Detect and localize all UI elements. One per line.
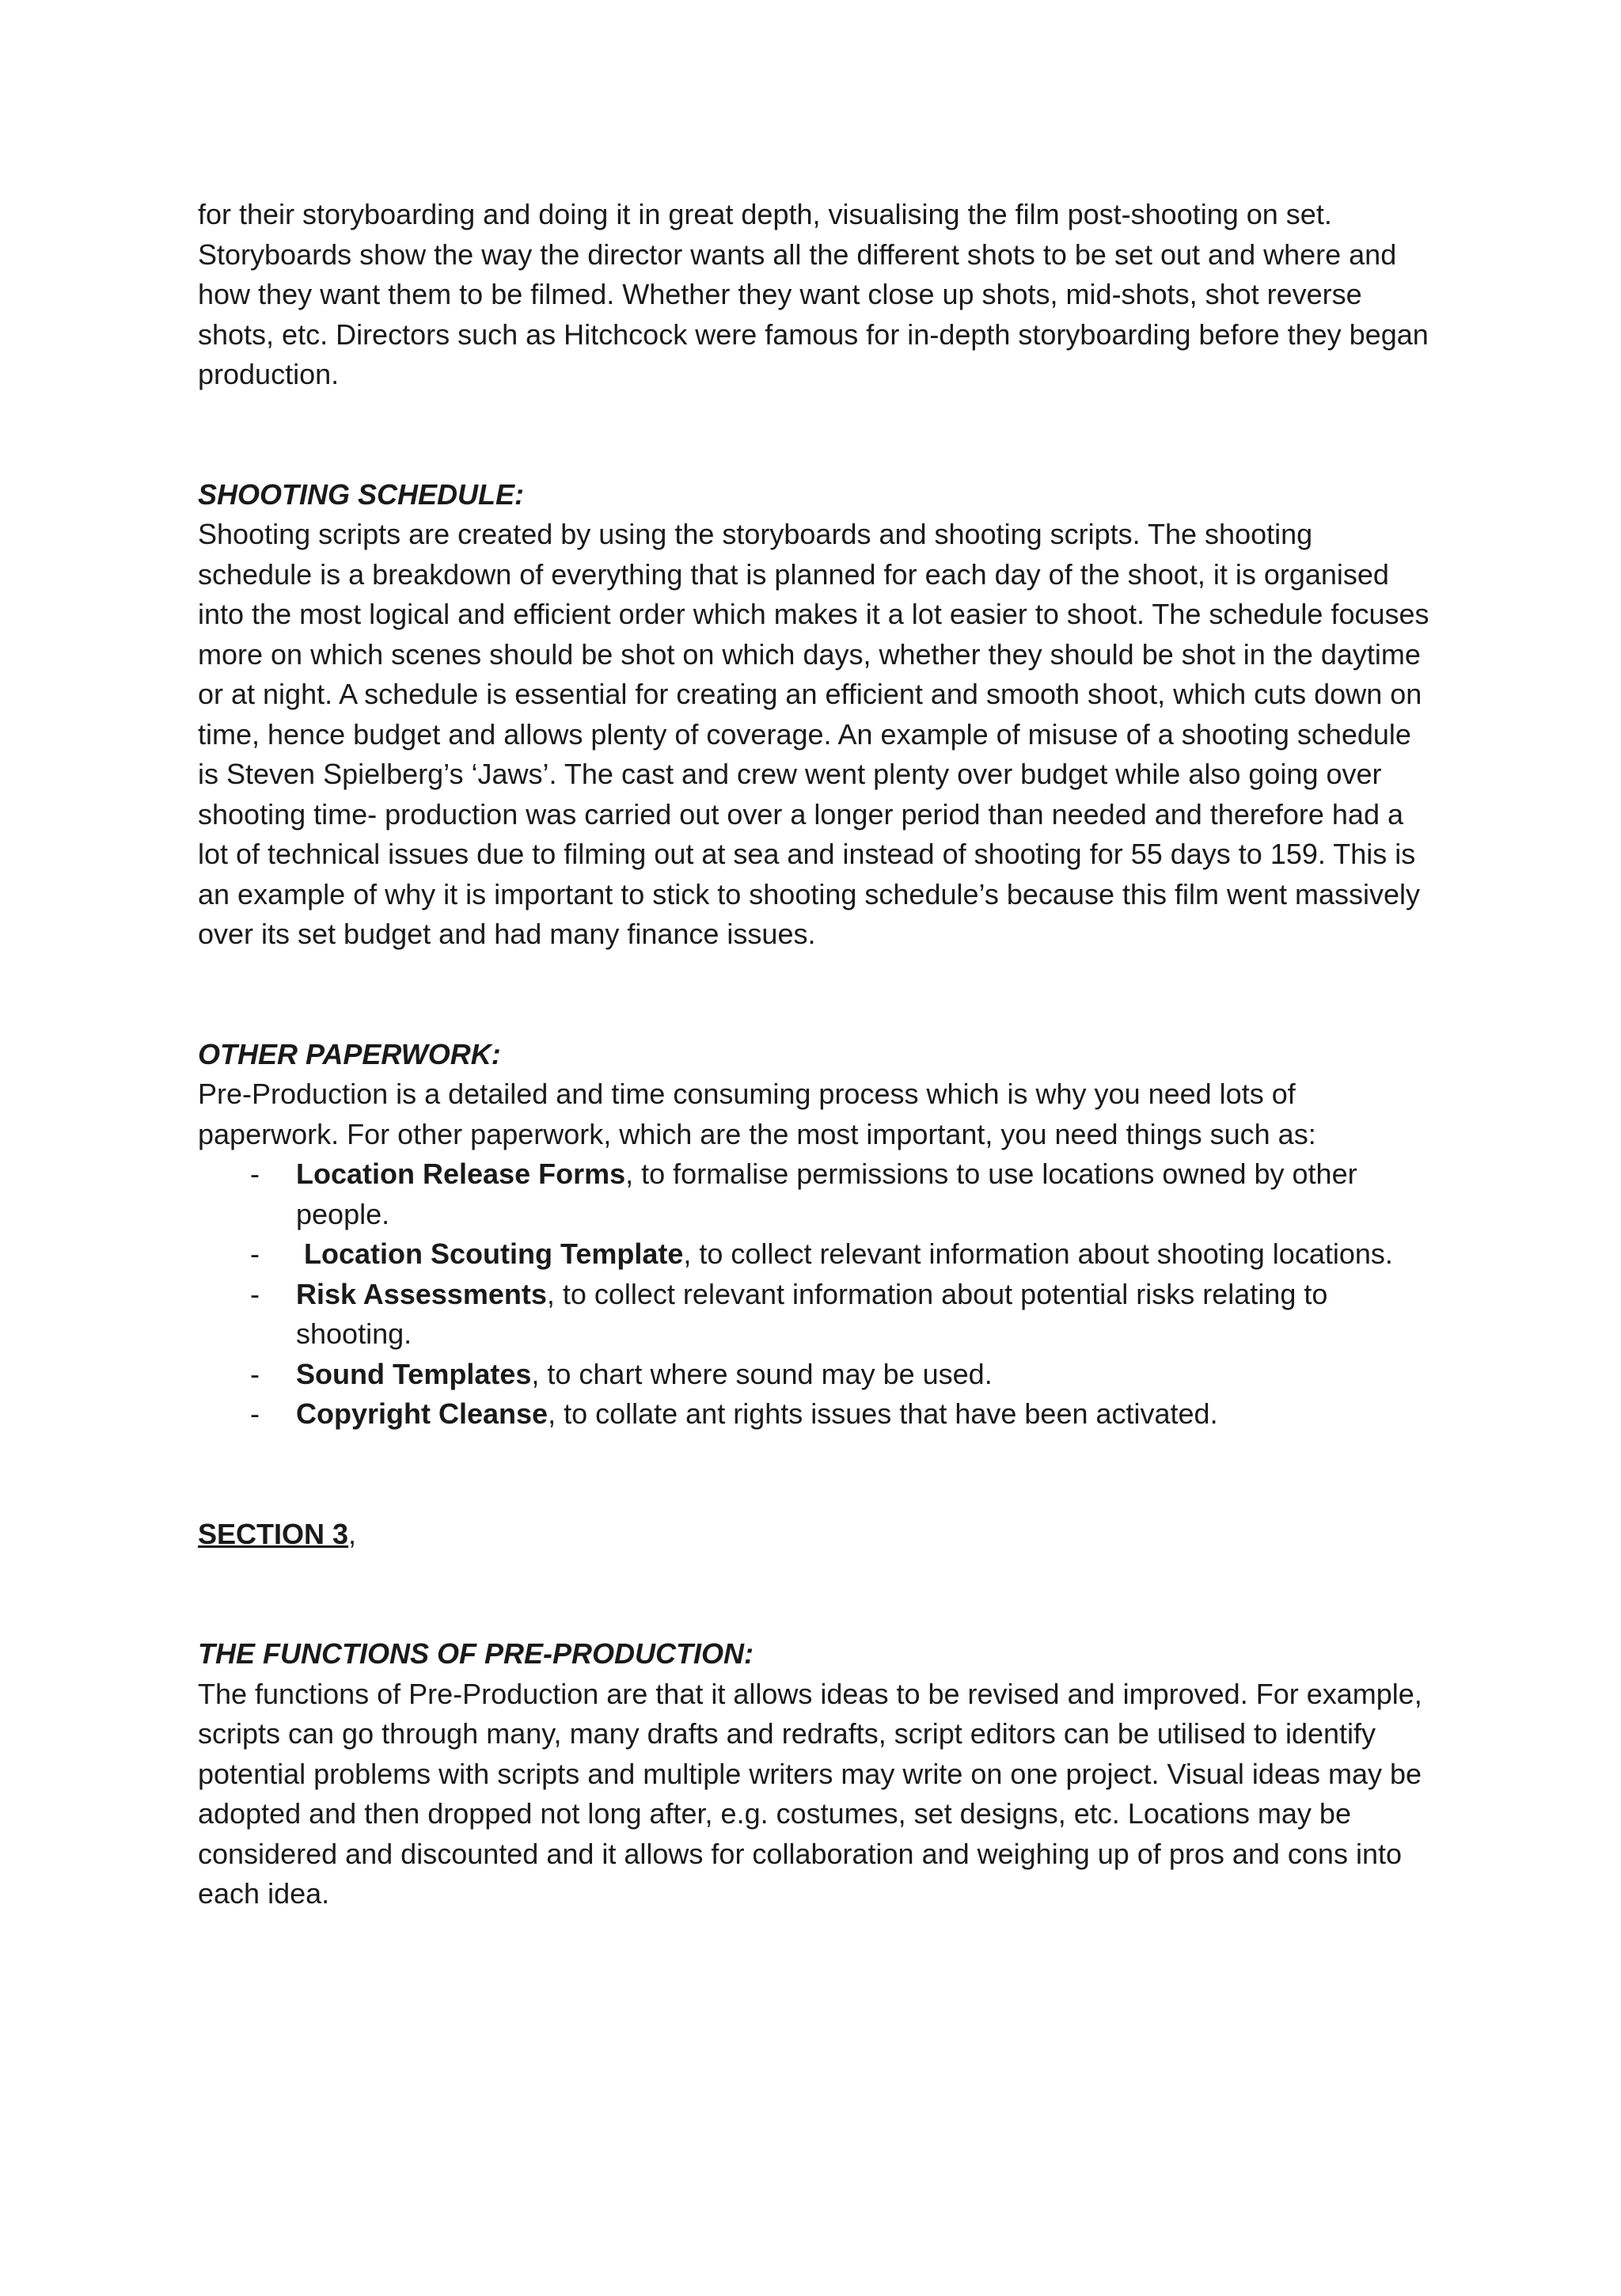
document-page [198, 195, 1433, 1914]
list-item-desc: , to chart where sound may be used. [531, 1357, 993, 1390]
list-item-term: Sound Templates [296, 1357, 532, 1390]
paperwork-list [198, 1154, 1433, 1435]
section-3-label [198, 1515, 1433, 1555]
list-item [198, 1154, 1433, 1234]
list-dash: - [250, 1237, 260, 1270]
list-item-desc: , to collect relevant information about shooting locations. [683, 1237, 1393, 1270]
list-item-term: Risk Assessments [296, 1277, 547, 1310]
storyboard-paragraph: for their storyboarding and doing it in great depth, visualising the film post-shooting on set. Storyboards show the way the director wants all the different shots to be set out and where and how they want them to be filmed. Whether they want close up shots, mid-shots, shot reverse shots, etc. Directors such as Hitchcock were famous for in-depth storyboarding before they began production. [198, 198, 1429, 390]
list-dash: - [250, 1397, 260, 1430]
list-item [198, 1234, 1433, 1275]
section-3-title: SECTION 3 [198, 1517, 349, 1550]
list-item [198, 1394, 1433, 1435]
other-paperwork-heading: OTHER PAPERWORK: [198, 1037, 501, 1070]
list-item [198, 1355, 1433, 1395]
section-3-suffix: , [348, 1517, 357, 1550]
functions-paragraph: The functions of Pre-Production are that it allows ideas to be revised and improved. For example, scripts can go through many, many drafts and redrafts, script editors can be utilised to identify potential problems with scripts and multiple writers may write on one project. Visual ideas may be adopted and then dropped not long after, e.g. costumes, set designs, etc. Locations may be considered and discounted and it allows for collaboration and weighing up of pros and cons into each idea. [198, 1677, 1422, 1910]
list-item-desc: , to collate ant rights issues that have been activated. [548, 1397, 1218, 1430]
spacer [198, 1435, 1433, 1515]
list-item-term: Location Release Forms [296, 1158, 626, 1190]
shooting-schedule-paragraph: Shooting scripts are created by using the storyboards and shooting scripts. The shooting schedule is a breakdown of everything that is planned for each day of the shoot, it is organised into the most logical and efficient order which makes it a lot easier to shoot. The schedule focuses more on which scenes should be shot on which days, whether they should be shot in the daytime or at night. A schedule is essential for creating an efficient and smooth shoot, which cuts down on time, hence budget and allows plenty of coverage. An example of misuse of a shooting schedule is Steven Spielberg’s ‘Jaws’. The cast and crew went plenty over budget while also going over shooting time- production was carried out over a longer period than needed and therefore had a lot of technical issues due to filming out at sea and instead of shooting for 55 days to 159. This is an example of why it is important to stick to shooting schedule’s because this film went massively over its set budget and had many finance issues. [198, 518, 1429, 950]
spacer [198, 955, 1433, 1035]
list-item-desc: , to collect relevant information about potential risks relating to shooting. [296, 1277, 1328, 1350]
spacer [198, 1554, 1433, 1634]
list-dash: - [250, 1277, 260, 1310]
list-dash: - [250, 1357, 260, 1390]
list-item-desc: , to formalise permissions to use locations owned by other people. [296, 1158, 1357, 1230]
spacer [198, 395, 1433, 475]
functions-heading: THE FUNCTIONS OF PRE-PRODUCTION: [198, 1637, 754, 1670]
other-paperwork-intro: Pre-Production is a detailed and time consuming process which is why you need lots of paperwork. For other paperwork, which are the most important, you need things such as: [198, 1078, 1316, 1150]
list-item-term: Location Scouting Template [304, 1237, 684, 1270]
list-item [198, 1275, 1433, 1355]
shooting-schedule-heading: SHOOTING SCHEDULE: [198, 477, 525, 511]
list-dash: - [250, 1158, 260, 1190]
list-item-term: Copyright Cleanse [296, 1397, 549, 1430]
